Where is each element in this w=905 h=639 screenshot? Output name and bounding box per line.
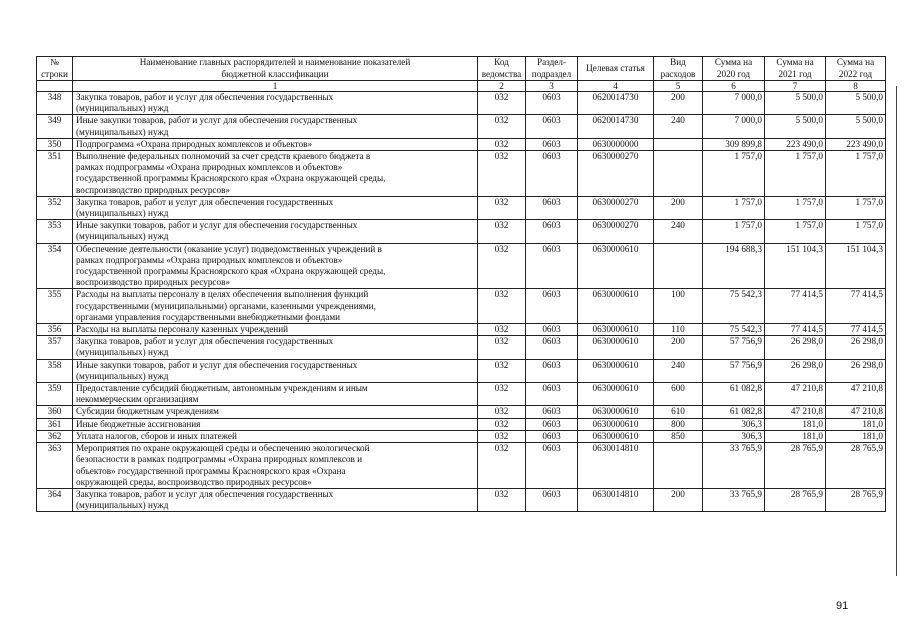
name-cell <box>73 196 478 219</box>
name-line: Закупка товаров, работ и услуг для обеспечения государственных <box>76 196 334 207</box>
column-number-row <box>37 81 886 92</box>
sum-2020-cell: 75 542,3 <box>703 289 765 324</box>
section-cell: 0603 <box>526 220 578 243</box>
section-cell: 0603 <box>526 418 578 430</box>
expense-kind-cell: 200 <box>654 92 703 115</box>
section-cell: 0603 <box>526 406 578 418</box>
sum-2020-cell: 57 756,9 <box>703 359 765 382</box>
sum-2021-cell: 181,0 <box>765 418 826 430</box>
expense-kind-cell: 200 <box>654 196 703 219</box>
department-code-cell: 032 <box>478 488 526 511</box>
expense-kind-cell: 240 <box>654 115 703 138</box>
name-line: Иные бюджетные ассигнования <box>76 418 201 429</box>
sum-2022-cell: 28 765,9 <box>826 443 886 489</box>
sum-2022-cell: 5 500,0 <box>826 92 886 115</box>
header-row <box>37 57 886 81</box>
column-number: 3 <box>526 81 578 92</box>
name-cell <box>73 92 478 115</box>
column-number: 5 <box>654 81 703 92</box>
name-cell <box>73 151 478 197</box>
sum-2022-cell: 181,0 <box>826 418 886 430</box>
name-line: Иные закупки товаров, работ и услуг для обеспечения государственных <box>76 359 358 370</box>
expense-kind-cell: 200 <box>654 336 703 359</box>
column-number: 4 <box>578 81 654 92</box>
department-code-cell: 032 <box>478 336 526 359</box>
row-number-cell: 352 <box>37 196 73 219</box>
name-cell <box>73 324 478 336</box>
department-code-cell: 032 <box>478 115 526 138</box>
sum-2020-cell: 61 082,8 <box>703 406 765 418</box>
target-article-cell: 0630000610 <box>578 336 654 359</box>
table-row <box>37 138 886 150</box>
department-code-cell: 032 <box>478 243 526 289</box>
expense-kind-cell <box>654 443 703 489</box>
name-cell <box>73 488 478 511</box>
name-cell <box>73 418 478 430</box>
name-line: государственной программы Красноярского края «Охрана окружающей среды, <box>76 173 386 184</box>
target-article-cell: 0630000270 <box>578 196 654 219</box>
department-code-cell: 032 <box>478 138 526 150</box>
table-row <box>37 324 886 336</box>
table-row <box>37 243 886 289</box>
expense-kind-cell <box>654 243 703 289</box>
name-cell <box>73 115 478 138</box>
row-number-cell: 359 <box>37 383 73 406</box>
name-line: Предоставление субсидий бюджетным, автономным учреждениям и иным <box>76 383 368 394</box>
name-cell <box>73 220 478 243</box>
header-row-number: № строки <box>37 57 73 81</box>
row-number-cell: 360 <box>37 406 73 418</box>
sum-2021-cell: 151 104,3 <box>765 243 826 289</box>
name-cell <box>73 443 478 489</box>
name-line: (муниципальных) нужд <box>76 208 169 219</box>
section-cell: 0603 <box>526 324 578 336</box>
sum-2021-cell: 1 757,0 <box>765 196 826 219</box>
name-line: воспроизводство природных ресурсов» <box>76 277 231 288</box>
name-line: некоммерческим организациям <box>76 394 199 405</box>
sum-2022-cell: 1 757,0 <box>826 151 886 197</box>
sum-2020-cell: 1 757,0 <box>703 151 765 197</box>
header-name: Наименование главных распорядителей и наименование показателей бюджетной классификации <box>73 57 478 81</box>
row-number-cell: 348 <box>37 92 73 115</box>
name-line: Мероприятия по охране окружающей среды и обеспечению экологической <box>76 443 370 454</box>
name-line: Уплата налогов, сборов и иных платежей <box>76 430 237 441</box>
department-code-cell: 032 <box>478 359 526 382</box>
header-section: Раздел- подраздел <box>526 57 578 81</box>
name-cell <box>73 243 478 289</box>
header-sum-2021: Сумма на 2021 год <box>765 57 826 81</box>
section-cell: 0603 <box>526 289 578 324</box>
sum-2020-cell: 306,3 <box>703 418 765 430</box>
section-cell: 0603 <box>526 336 578 359</box>
department-code-cell: 032 <box>478 196 526 219</box>
name-line: Расходы на выплаты персоналу казенных учреждений <box>76 324 289 335</box>
name-line: Закупка товаров, работ и услуг для обеспечения государственных <box>76 488 334 499</box>
name-line: органами управления государственными внебюджетными фондами <box>76 311 341 322</box>
row-number-cell: 364 <box>37 488 73 511</box>
name-line: безопасности в рамках подпрограммы «Охрана природных комплексов и <box>76 454 363 465</box>
section-cell: 0603 <box>526 115 578 138</box>
sum-2021-cell: 5 500,0 <box>765 115 826 138</box>
name-line: окружающей среды, воспроизводство природных ресурсов» <box>76 476 312 487</box>
budget-table <box>36 56 886 512</box>
sum-2022-cell: 151 104,3 <box>826 243 886 289</box>
table-row <box>37 418 886 430</box>
name-line: Закупка товаров, работ и услуг для обеспечения государственных <box>76 336 334 347</box>
name-cell <box>73 336 478 359</box>
target-article-cell: 0630000610 <box>578 289 654 324</box>
name-cell <box>73 359 478 382</box>
table-row <box>37 359 886 382</box>
sum-2021-cell: 28 765,9 <box>765 488 826 511</box>
table-body <box>37 92 886 512</box>
page-number: 91 <box>836 600 849 612</box>
sum-2022-cell: 47 210,8 <box>826 383 886 406</box>
column-number: 2 <box>478 81 526 92</box>
header-sum-2022: Сумма на 2022 год <box>826 57 886 81</box>
expense-kind-cell <box>654 138 703 150</box>
section-cell: 0603 <box>526 92 578 115</box>
sum-2020-cell: 75 542,3 <box>703 324 765 336</box>
column-number: 1 <box>73 81 478 92</box>
expense-kind-cell <box>654 151 703 197</box>
expense-kind-cell: 850 <box>654 430 703 442</box>
target-article-cell: 0630000000 <box>578 138 654 150</box>
margin-line <box>896 86 897 576</box>
sum-2022-cell: 47 210,8 <box>826 406 886 418</box>
expense-kind-cell: 240 <box>654 220 703 243</box>
sum-2021-cell: 1 757,0 <box>765 151 826 197</box>
row-number-cell: 351 <box>37 151 73 197</box>
sum-2021-cell: 181,0 <box>765 430 826 442</box>
row-number-cell: 350 <box>37 138 73 150</box>
expense-kind-cell: 200 <box>654 488 703 511</box>
name-line: Выполнение федеральных полномочий за счет средств краевого бюджета в <box>76 151 371 162</box>
name-line: государственными (муниципальными) органами, казенными учреждениями, <box>76 300 376 311</box>
section-cell: 0603 <box>526 138 578 150</box>
target-article-cell: 0630000610 <box>578 359 654 382</box>
expense-kind-cell: 110 <box>654 324 703 336</box>
name-line: (муниципальных) нужд <box>76 347 169 358</box>
name-cell <box>73 383 478 406</box>
sum-2020-cell: 7 000,0 <box>703 92 765 115</box>
section-cell: 0603 <box>526 443 578 489</box>
expense-kind-cell: 600 <box>654 383 703 406</box>
department-code-cell: 032 <box>478 418 526 430</box>
budget-table-sheet <box>36 56 886 512</box>
table-row <box>37 383 886 406</box>
name-line: (муниципальных) нужд <box>76 126 169 137</box>
department-code-cell: 032 <box>478 430 526 442</box>
sum-2022-cell: 181,0 <box>826 430 886 442</box>
department-code-cell: 032 <box>478 151 526 197</box>
name-line: Подпрограмма «Охрана природных комплексов и объектов» <box>76 138 313 149</box>
sum-2020-cell: 309 899,8 <box>703 138 765 150</box>
table-row <box>37 196 886 219</box>
name-line: Обеспечение деятельности (оказание услуг) подведомственных учреждений в <box>76 243 382 254</box>
table-row <box>37 92 886 115</box>
sum-2022-cell: 223 490,0 <box>826 138 886 150</box>
sum-2020-cell: 194 688,3 <box>703 243 765 289</box>
sum-2021-cell: 28 765,9 <box>765 443 826 489</box>
sum-2020-cell: 33 765,9 <box>703 443 765 489</box>
row-number-cell: 355 <box>37 289 73 324</box>
sum-2021-cell: 26 298,0 <box>765 359 826 382</box>
row-number-cell: 356 <box>37 324 73 336</box>
section-cell: 0603 <box>526 359 578 382</box>
target-article-cell: 0630000610 <box>578 406 654 418</box>
expense-kind-cell: 800 <box>654 418 703 430</box>
name-line: объектов» государственной программы Красноярского края «Охрана <box>76 465 346 476</box>
sum-2022-cell: 77 414,5 <box>826 324 886 336</box>
sum-2021-cell: 77 414,5 <box>765 289 826 324</box>
name-line: Закупка товаров, работ и услуг для обеспечения государственных <box>76 92 334 102</box>
row-number-cell: 361 <box>37 418 73 430</box>
table-row <box>37 151 886 197</box>
department-code-cell: 032 <box>478 406 526 418</box>
sum-2021-cell: 5 500,0 <box>765 92 826 115</box>
name-line: рамках подпрограммы «Охрана природных комплексов и объектов» <box>76 162 343 173</box>
row-number-cell: 349 <box>37 115 73 138</box>
sum-2021-cell: 223 490,0 <box>765 138 826 150</box>
name-line: Расходы на выплаты персоналу в целях обеспечения выполнения функций <box>76 289 369 300</box>
target-article-cell: 0620014730 <box>578 115 654 138</box>
name-line: Иные закупки товаров, работ и услуг для обеспечения государственных <box>76 115 358 126</box>
department-code-cell: 032 <box>478 220 526 243</box>
target-article-cell: 0630000610 <box>578 324 654 336</box>
sum-2020-cell: 61 082,8 <box>703 383 765 406</box>
sum-2022-cell: 77 414,5 <box>826 289 886 324</box>
sum-2022-cell: 28 765,9 <box>826 488 886 511</box>
expense-kind-cell: 240 <box>654 359 703 382</box>
table-row <box>37 443 886 489</box>
sum-2020-cell: 7 000,0 <box>703 115 765 138</box>
sum-2021-cell: 1 757,0 <box>765 220 826 243</box>
column-number-blank <box>37 81 73 92</box>
name-line: Иные закупки товаров, работ и услуг для обеспечения государственных <box>76 220 358 231</box>
name-line: (муниципальных) нужд <box>76 370 169 381</box>
target-article-cell: 0620014730 <box>578 92 654 115</box>
target-article-cell: 0630000610 <box>578 243 654 289</box>
row-number-cell: 354 <box>37 243 73 289</box>
sum-2020-cell: 33 765,9 <box>703 488 765 511</box>
row-number-cell: 358 <box>37 359 73 382</box>
table-row <box>37 406 886 418</box>
sum-2020-cell: 1 757,0 <box>703 220 765 243</box>
target-article-cell: 0630014810 <box>578 488 654 511</box>
header-sum-2020: Сумма на 2020 год <box>703 57 765 81</box>
header-target-article: Целевая статья <box>578 57 654 81</box>
name-cell <box>73 289 478 324</box>
section-cell: 0603 <box>526 488 578 511</box>
department-code-cell: 032 <box>478 289 526 324</box>
table-row <box>37 488 886 511</box>
column-number: 7 <box>765 81 826 92</box>
sum-2020-cell: 1 757,0 <box>703 196 765 219</box>
table-row <box>37 115 886 138</box>
name-cell <box>73 430 478 442</box>
sum-2022-cell: 1 757,0 <box>826 196 886 219</box>
sum-2021-cell: 77 414,5 <box>765 324 826 336</box>
sum-2021-cell: 47 210,8 <box>765 383 826 406</box>
sum-2021-cell: 26 298,0 <box>765 336 826 359</box>
sum-2020-cell: 57 756,9 <box>703 336 765 359</box>
column-number: 8 <box>826 81 886 92</box>
name-line: (муниципальных) нужд <box>76 231 169 242</box>
row-number-cell: 357 <box>37 336 73 359</box>
sum-2022-cell: 5 500,0 <box>826 115 886 138</box>
sum-2021-cell: 47 210,8 <box>765 406 826 418</box>
table-row <box>37 336 886 359</box>
expense-kind-cell: 100 <box>654 289 703 324</box>
target-article-cell: 0630000610 <box>578 418 654 430</box>
table-row <box>37 430 886 442</box>
header-expense-kind: Вид расходов <box>654 57 703 81</box>
expense-kind-cell: 610 <box>654 406 703 418</box>
department-code-cell: 032 <box>478 324 526 336</box>
name-line: государственной программы Красноярского края «Охрана окружающей среды, <box>76 266 386 277</box>
target-article-cell: 0630000270 <box>578 151 654 197</box>
name-line: Субсидии бюджетным учреждениям <box>76 406 219 417</box>
department-code-cell: 032 <box>478 92 526 115</box>
column-number: 6 <box>703 81 765 92</box>
sum-2022-cell: 26 298,0 <box>826 359 886 382</box>
name-line: (муниципальных) нужд <box>76 103 169 114</box>
section-cell: 0603 <box>526 151 578 197</box>
row-number-cell: 353 <box>37 220 73 243</box>
sum-2022-cell: 1 757,0 <box>826 220 886 243</box>
name-cell <box>73 138 478 150</box>
section-cell: 0603 <box>526 196 578 219</box>
table-row <box>37 220 886 243</box>
sum-2020-cell: 306,3 <box>703 430 765 442</box>
name-cell <box>73 406 478 418</box>
section-cell: 0603 <box>526 383 578 406</box>
target-article-cell: 0630000270 <box>578 220 654 243</box>
name-line: рамках подпрограммы «Охрана природных комплексов и объектов» <box>76 254 343 265</box>
row-number-cell: 363 <box>37 443 73 489</box>
target-article-cell: 0630000610 <box>578 430 654 442</box>
target-article-cell: 0630014810 <box>578 443 654 489</box>
section-cell: 0603 <box>526 243 578 289</box>
department-code-cell: 032 <box>478 383 526 406</box>
name-line: (муниципальных) нужд <box>76 500 169 511</box>
sum-2022-cell: 26 298,0 <box>826 336 886 359</box>
section-cell: 0603 <box>526 430 578 442</box>
row-number-cell: 362 <box>37 430 73 442</box>
name-line: воспроизводство природных ресурсов» <box>76 184 231 195</box>
header-department-code: Код ведомства <box>478 57 526 81</box>
table-row <box>37 289 886 324</box>
target-article-cell: 0630000610 <box>578 383 654 406</box>
department-code-cell: 032 <box>478 443 526 489</box>
